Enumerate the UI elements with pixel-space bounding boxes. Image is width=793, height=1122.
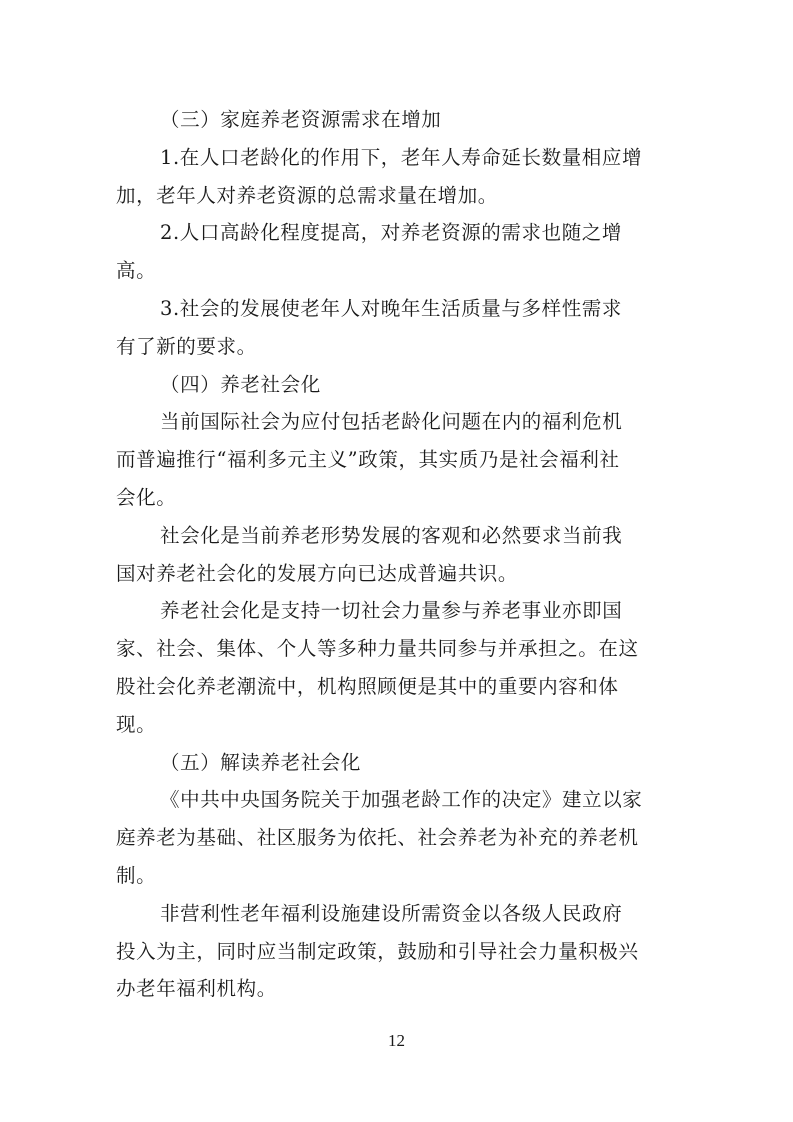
paragraph-line: 《中共中央国务院关于加强老龄工作的决定》建立以家	[160, 788, 643, 812]
page-number: 12	[388, 1031, 405, 1050]
paragraph	[116, 517, 664, 593]
paragraph-line: 家、社会、集体、个人等多种力量共同参与并承担之。在这	[116, 637, 639, 661]
paragraph-line: 养老社会化是支持一切社会力量参与养老事业亦即国	[160, 599, 623, 623]
paragraph-line: 当前国际社会为应付包括老龄化问题在内的福利危机	[160, 410, 623, 434]
paragraph-line: 股社会化养老潮流中，机构照顾便是其中的重要内容和体	[116, 674, 619, 698]
paragraph-line: 有了新的要求。	[116, 334, 257, 358]
paragraph	[116, 139, 664, 215]
paragraph-line: 高。	[116, 259, 157, 283]
paragraph-line: 会化。	[116, 485, 177, 509]
document-body	[116, 101, 664, 1008]
paragraph-line: 3.社会的发展使老年人对晚年生活质量与多样性需求	[160, 296, 623, 320]
paragraph	[116, 592, 664, 743]
section-heading: （三）家庭养老资源需求在增加	[160, 108, 442, 131]
paragraph	[116, 214, 664, 290]
paragraph-line: 制。	[116, 863, 157, 887]
paragraph-line: 加，老年人对养老资源的总需求量在增加。	[116, 183, 498, 207]
paragraph-line: 庭养老为基础、社区服务为依托、社会养老为补充的养老机	[116, 826, 639, 850]
paragraph-line: 办老年福利机构。	[116, 977, 277, 1001]
paragraph	[116, 403, 664, 516]
section-heading: （五）解读养老社会化	[160, 750, 362, 774]
paragraph-line: 2.人口高龄化程度提高，对养老资源的需求也随之增	[160, 221, 623, 245]
paragraph-line: 投入为主，同时应当制定政策，鼓励和引导社会力量积极兴	[116, 939, 639, 963]
paragraph-line: 现。	[116, 712, 157, 736]
paragraph-line: 非营利性老年福利设施建设所需资金以各级人民政府	[160, 901, 623, 925]
paragraph	[116, 290, 664, 366]
paragraph-line: 国对养老社会化的发展方向已达成普遍共识。	[116, 561, 519, 585]
paragraph-line: 而普遍推行“福利多元主义”政策，其实质乃是社会福利社	[116, 448, 620, 472]
paragraph-line: 1.在人口老龄化的作用下，老年人寿命延长数量相应增	[160, 145, 643, 169]
paragraph	[116, 781, 664, 894]
paragraph-line: 社会化是当前养老形势发展的客观和必然要求当前我	[160, 523, 623, 547]
section-heading: （四）养老社会化	[160, 372, 321, 396]
paragraph	[116, 895, 664, 1008]
